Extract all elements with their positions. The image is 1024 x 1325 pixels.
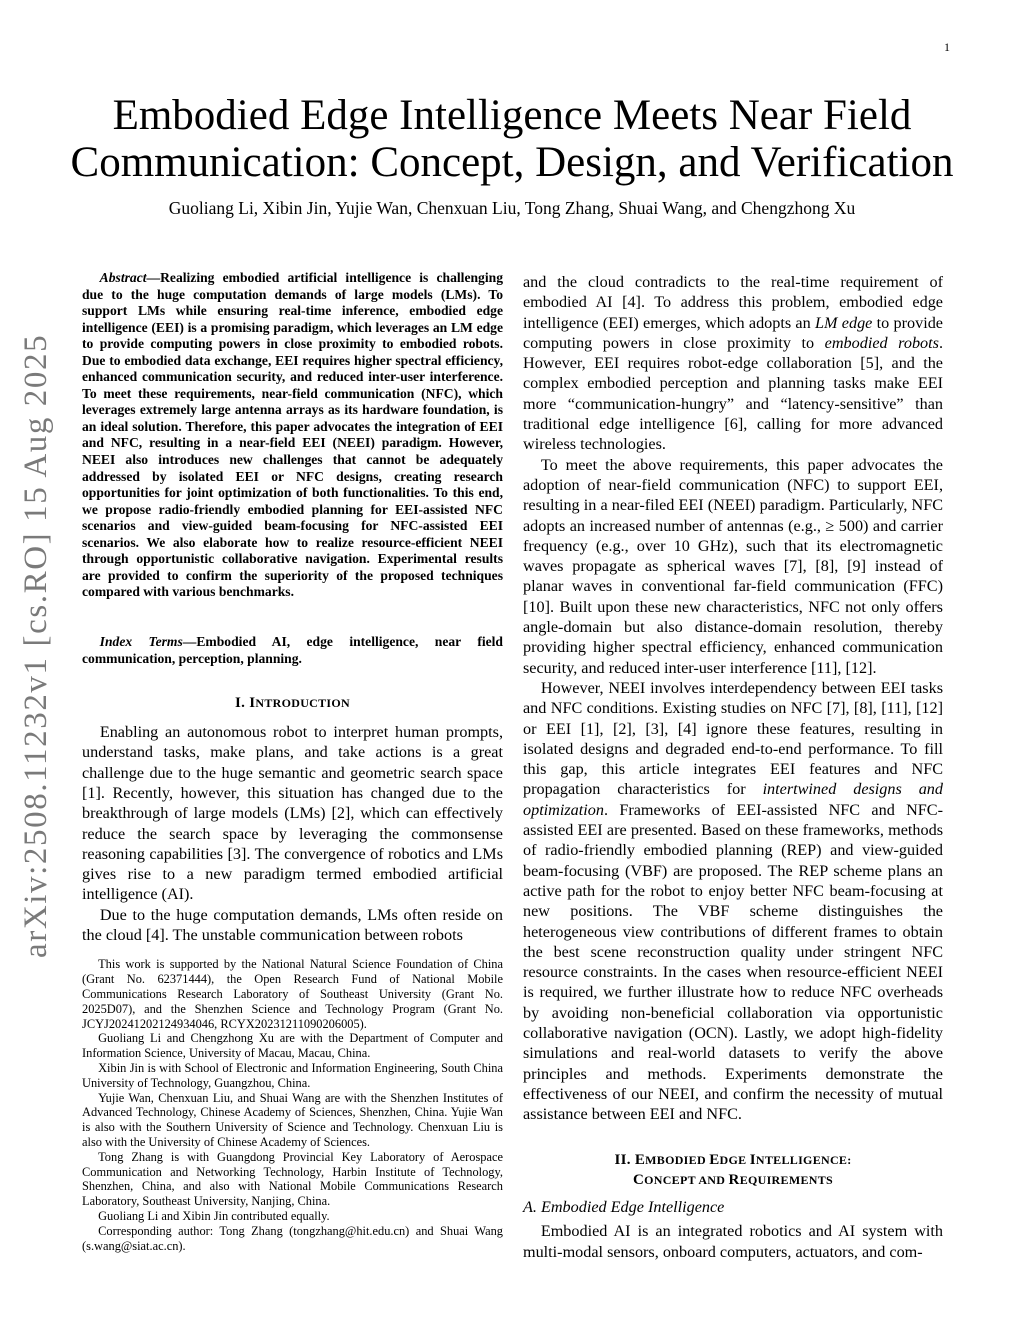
- introduction-body-right: [523, 272, 943, 1124]
- section-heading-embodied-edge-intelligence: II. EMBODIED EDGE INTELLIGENCE: CONCEPT AND REQUIREMENTS: [614, 1152, 852, 1189]
- section-heading-introduction: I. INTRODUCTION: [234, 695, 351, 712]
- page-number: 1: [944, 40, 950, 54]
- author-list: Guoliang Li, Xibin Jin, Yujie Wan, Chenxuan Liu, Tong Zhang, Shuai Wang, and Chengzhong Xu: [168, 198, 856, 218]
- intro-paragraph-2-continued: and the cloud contradicts to the real-time requirement of embodied AI [4]. To address this problem, embodied edge intelligence (EEI) emerges, which adopts an LM edge to provide computing powers in close proximity to embodied robots. However, EEI requires robot-edge collaboration [5], and the complex embodied perception and planning tasks make EEI more “communication-hungry” and “latency-sensitive” than traditional edge intelligence [6], calling for more advanced wireless technologies.: [523, 273, 943, 454]
- abstract-text: —Realizing embodied artificial intelligence is challenging due to the huge computation demands of large models (LMs). To support LMs while ensuring real-time inference, embodied edge intelligence (EEI) is a promising paradigm, which leverages an LM edge to provide computing powers in close proximity to embodied robots. Due to embodied data exchange, EEI requires higher spectral efficiency, enhanced communication security, and reduced inter-user interference. To meet these requirements, near-field communication (NFC), which leverages extremely large antenna arrays as its hardware foundation, is an ideal solution. Therefore, this paper advocates the integration of EEI and NFC, resulting in a near-field EEI (NEEI) paradigm. However, NEEI also introduces new challenges that cannot be adequately addressed by isolated EEI or NFC designs, creating research opportunities for joint optimization of both functionalities. To this end, we propose radio-friendly embodied planning for EEI-assisted NFC scenarios and view-guided beam-focusing for NFC-assisted EEI scenarios. We also elaborate how to realize resource-efficient NEEI through opportunistic collaborative navigation. Experimental results are provided to confirm the superiority of the proposed techniques compared with various benchmarks.: [82, 270, 503, 600]
- footnote-affiliation: Xibin Jin is with School of Electronic and Information Engineering, South China University of Technology, Guangzhou, China.: [82, 1060, 503, 1090]
- footnotes: [82, 957, 503, 1253]
- section-2-paragraph-1: Embodied AI is an integrated robotics and AI system with multi-modal sensors, onboard computers, actuators, and com-: [523, 1222, 943, 1261]
- footnote-affiliation: Tong Zhang is with Guangdong Provincial Key Laboratory of Aerospace Communication and Networking Technology, Harbin Institute of Technology, Shenzhen, China, and also with National Mobile Communications Research Laboratory, Southeast University, Nanjing, China.: [82, 1149, 503, 1209]
- index-terms-label: Index Terms: [99, 634, 183, 649]
- subsection-heading: A. Embodied Edge Intelligence: [523, 1198, 725, 1217]
- introduction-body-left: [82, 722, 503, 945]
- arxiv-identifier-stamp: arXiv:2508.11232v1 [cs.RO] 15 Aug 2025: [18, 333, 54, 958]
- index-terms: [82, 634, 503, 667]
- footnote-affiliation: Yujie Wan, Chenxuan Liu, and Shuai Wang are with the Shenzhen Institutes of Advanced Technology, Chinese Academy of Sciences, Shenzhen, China. Yujie Wan is also with the Southern University of Science and Technology. Chenxuan Liu is also with the University of Chinese Academy of Sciences.: [82, 1090, 503, 1149]
- footnote-affiliation: Guoliang Li and Chengzhong Xu are with the Department of Computer and Information Science, University of Macau, Macau, China.: [82, 1031, 503, 1061]
- intro-paragraph-1: Enabling an autonomous robot to interpret human prompts, understand tasks, make plans, and take actions is a great challenge due to the huge semantic and geometric search space [1]. Recently, however, this situation has changed due to the breakthrough of large models (LMs) [2], which can effectively reduce the search space by leveraging the commonsense reasoning capabilities [3]. The convergence of robotics and LMs gives rise to a new paradigm termed embodied artificial intelligence (AI).: [82, 723, 503, 904]
- intro-paragraph-2-start: Due to the huge computation demands, LMs often reside on the cloud [4]. The unstable communication between robots: [82, 905, 503, 945]
- abstract-label: Abstract: [99, 270, 147, 285]
- right-column: [523, 272, 943, 1262]
- section-2-body: [523, 1221, 943, 1262]
- intro-paragraph-4: However, NEEI involves interdependency between EEI tasks and NFC conditions. Existing studies on NFC [7], [8], [11], [12] or EEI [1], [2], [3], [4] ignore these features, resulting in isolated designs and degraded end-to-end performance. To fill this gap, this article integrates EEI features and NFC propagation characteristics for intertwined designs and optimization. Frameworks of EEI-assisted NFC and NFC-assisted EEI are presented. Based on these frameworks, methods of radio-friendly embodied planning (REP) and view-guided beam-focusing (VBF) are proposed. The REP scheme plans an active path for the robot to enjoy better NFC beam-focusing at new positions. The VBF scheme distinguishes the heterogeneous view contributions of different frames to obtain the best scene reconstruction quality under stringent NFC resource constraints. In the cases when resource-efficient NEEI is required, we further illustrate how to reduce NFC overheads by avoiding non-beneficial collaboration via opportunistic collaborative navigation (OCN). Lastly, we adopt high-fidelity simulations and real-world datasets to verify the above principles and methods. Experiments demonstrate the effectiveness of our NEEI, and confirm the necessity of mutual assistance between EEI and NFC.: [523, 678, 943, 1124]
- footnote-equal-contribution: Guoliang Li and Xibin Jin contributed equally.: [98, 1208, 330, 1223]
- abstract: [82, 270, 503, 628]
- title-line-2: Communication: Concept, Design, and Verification: [70, 139, 954, 186]
- title-line-1: Embodied Edge Intelligence Meets Near Field: [112, 92, 912, 139]
- left-column: [82, 270, 503, 1253]
- index-terms-text: —Embodied AI, edge intelligence, near field communication, perception, planning.: [82, 634, 503, 666]
- footnote-funding: This work is supported by the National Natural Science Foundation of China (Grant No. 62371444), the Open Research Fund of National Mobile Communications Research Laboratory of Southeast University (Grant No. 2025D07), and the Shenzhen Science and Technology Program (Grant No. JCYJ20241202124934046, RCYX20231211090206005).: [82, 957, 503, 1031]
- intro-paragraph-3: To meet the above requirements, this paper advocates the adoption of near-field communication (NFC) to support EEI, resulting in a near-filed EEI (NEEI) paradigm. Particularly, NFC adopts an increased number of antennas (e.g., ≥ 500) and carrier frequency (e.g., over 10 GHz), such that its electromagnetic waves propagate as spherical waves [7], [8], [9] instead of planar waves in conventional far-field communication (FFC) [10]. Built upon these new characteristics, NFC not only offers angle-domain but also distance-domain resolution, thereby providing higher spectral efficiency, enhanced communication security, and reduced inter-user interference [11], [12].: [523, 455, 943, 677]
- footnote-corresponding-author: Corresponding author: Tong Zhang (tongzhang@hit.edu.cn) and Shuai Wang (s.wang@siat.ac.cn).: [82, 1223, 503, 1253]
- paper-title: [40, 92, 984, 186]
